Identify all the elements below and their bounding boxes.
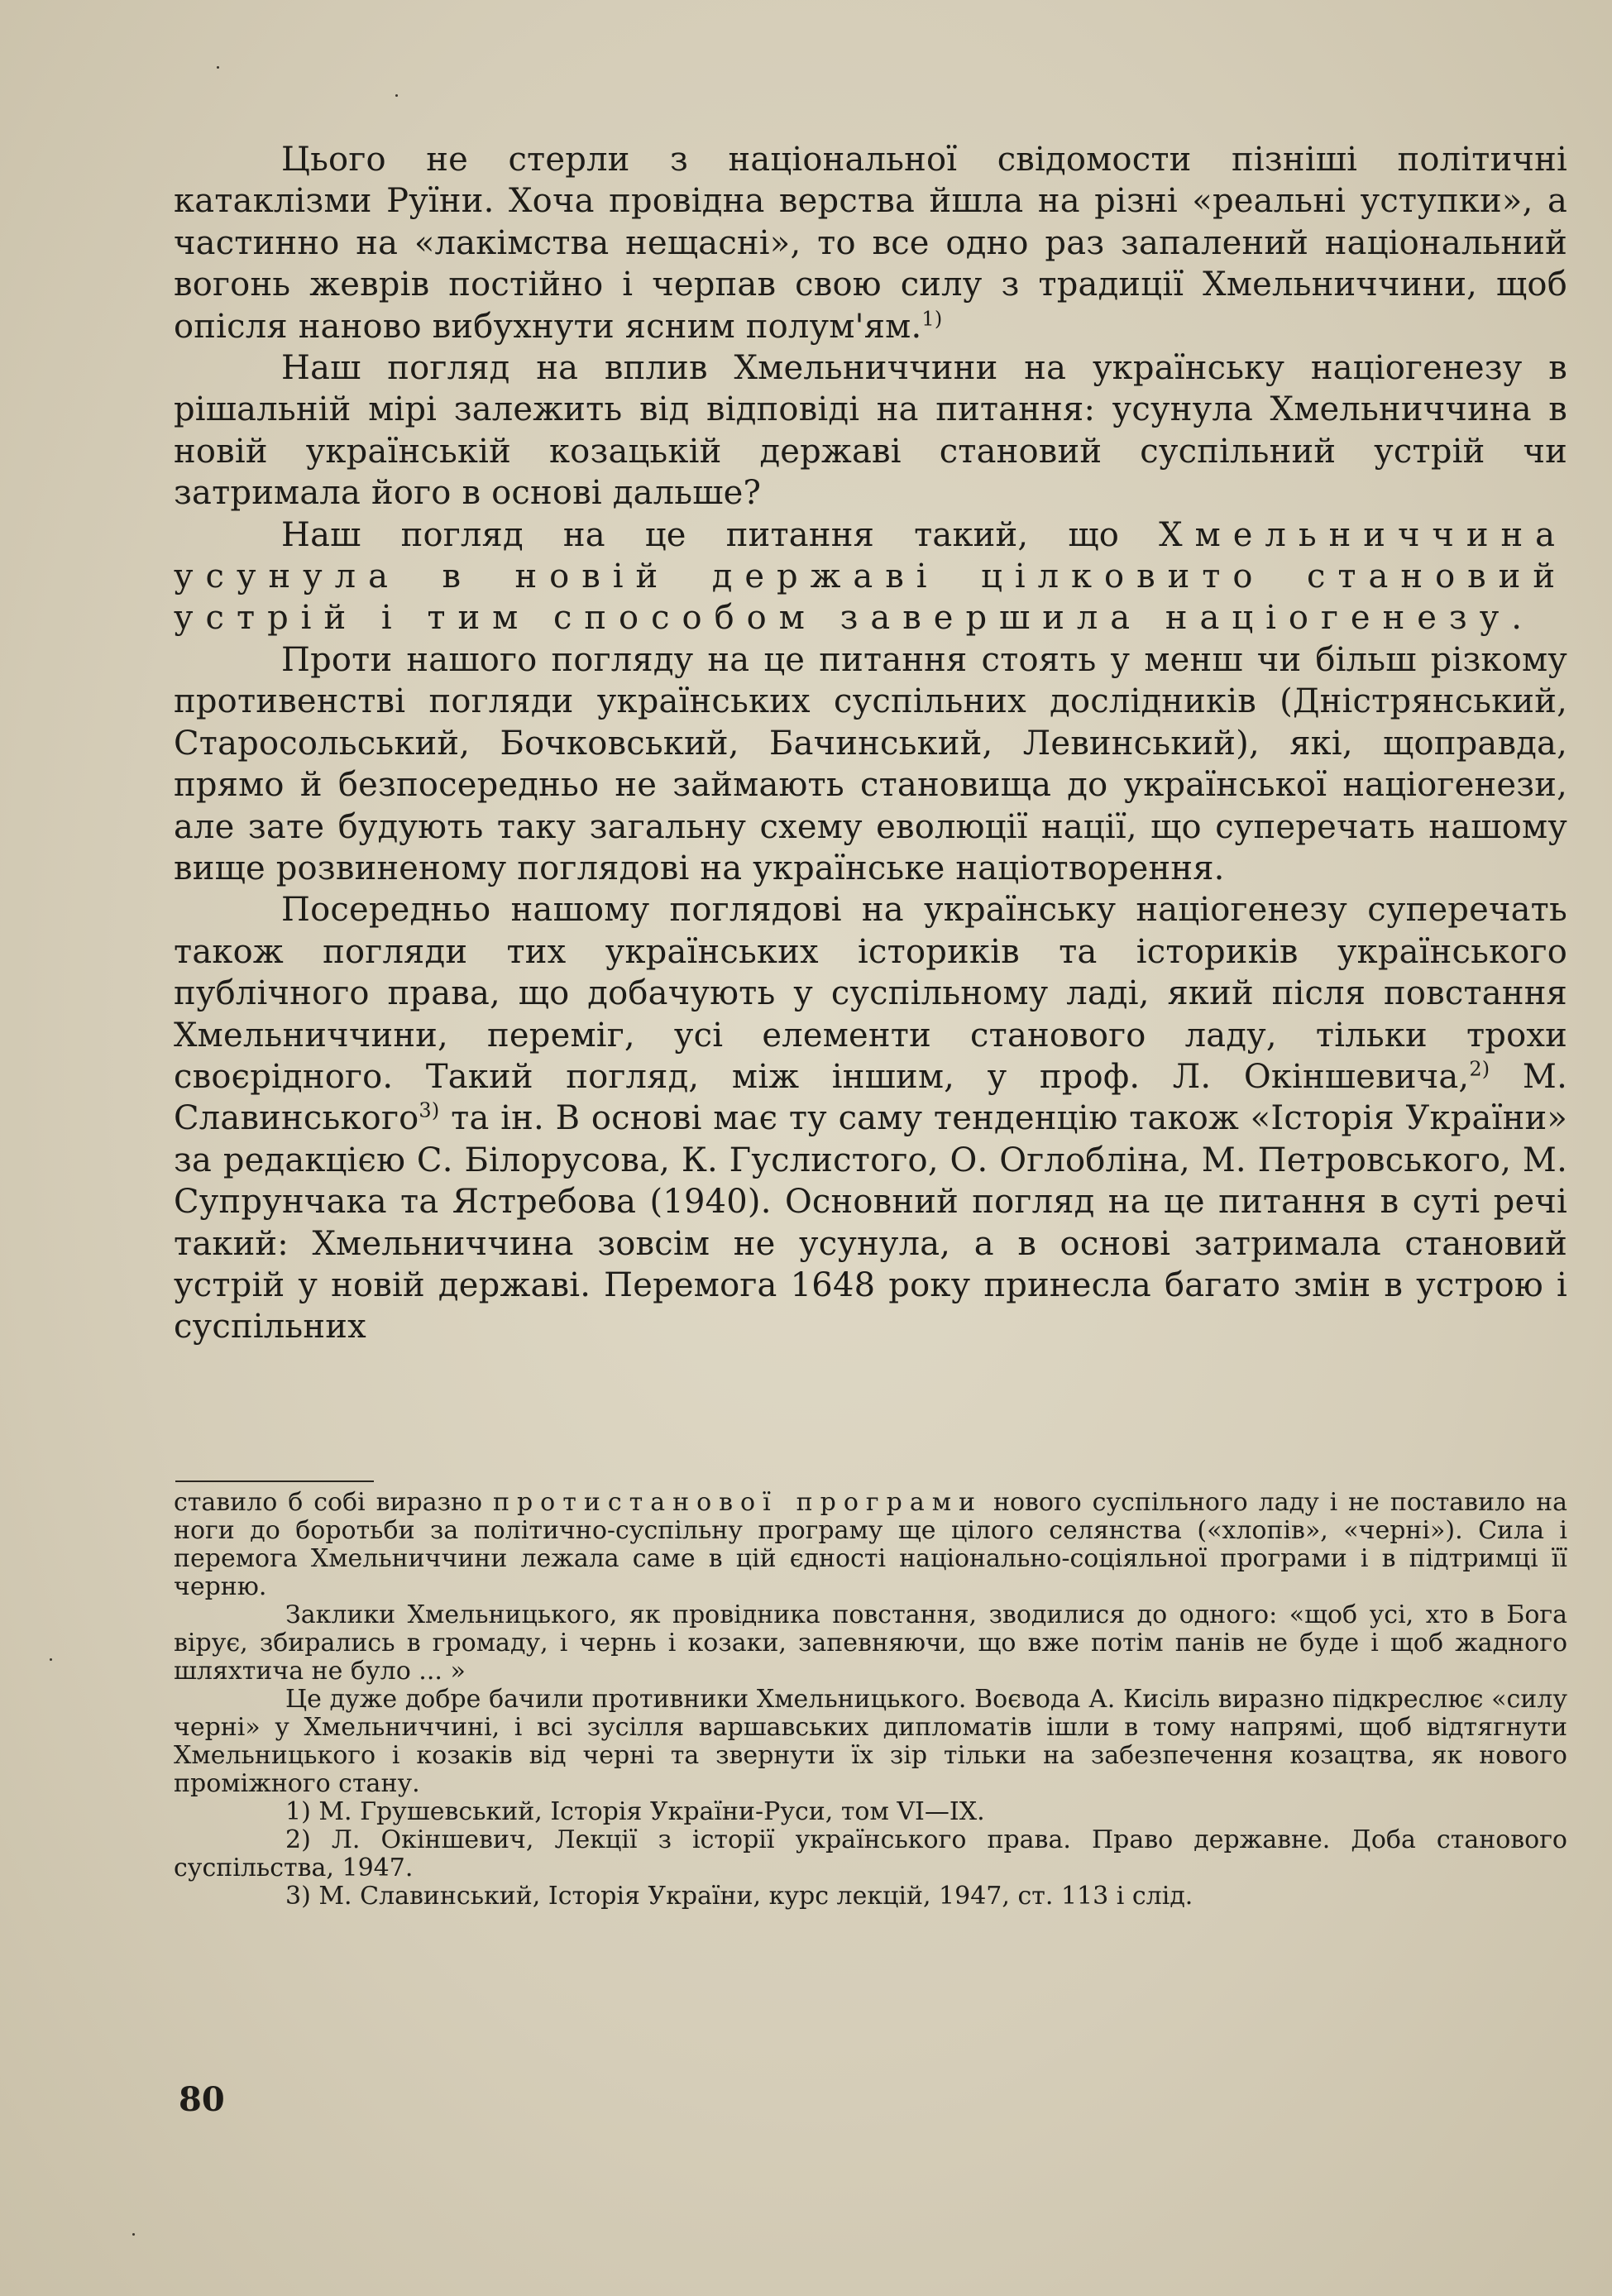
footnote-continuation-a: ставило б собі виразно [174,1488,493,1517]
footnote-paragraph-3: Це дуже добре бачили противники Хмельницького. Воєвода А. Кисіль виразно підкреслює «силу черні» у Хмельниччині, і всі зусілля варшавських дипломатів ішли в тому напрямі, щоб відтягнути Хмельницького і козаків від черні та звернути їх зір тільки на забезпечення козацтва, як нового проміжного стану. [174,1685,1567,1798]
paragraph-1-text: Цього не стерли з національної свідомости пізніші політичні катаклізми Руїни. Хоча провідна верства йшла на різні «реальні уступки», а частинно на «лакімства нещасні», то все одно раз запалений національний вогонь жеврів постійно і черпав свою силу з традиції Хмельниччини, щоб опісля наново вибухнути ясним полум'ям. [174,141,1567,346]
footnote-separator [175,1480,374,1482]
footnote-3: 3) М. Славинський, Історія України, курс лекцій, 1947, ст. 113 і слід. [285,1882,1193,1911]
footnote-continuation-b: нового суспільного ладу і не поставило на ноги до боротьби за політично-суспільну програму ще цілого селянства («хлопів», «черні»). Сила і перемога Хмельниччини лежала саме в цій єдності національно-соціяльної програми і в підтримці її черню. [174,1488,1567,1601]
paragraph-5-part-a: Посередньо нашому поглядові на українську націогенезу суперечать також погляди тих українських істориків та істориків українського публічного права, що добачують у суспільному ладі, який після повстання Хмельниччини, переміг, усі елементи станового ладу, тільки трохи своєрідного. Такий погляд, між іншим, у проф. Л. Окіншевича, [174,891,1567,1096]
paragraph-2: Наш погляд на вплив Хмельниччини на українську націогенезу в рішальній мірі залежить від відповіді на питання: усунула Хмельниччина в новій українській козацькій державі становий суспільний устрій чи затримала його в основі дальше? [174,349,1567,513]
main-text [174,139,1567,1348]
paragraph-5-part-c: та ін. В основі має ту саму тенденцію також «Історія України» за редакцією С. Білорусова, К. Гуслистого, О. Оглобліна, М. Петровського, М. Супрунчака та Ястребова (1940). Основний погляд на це питання в суті речі такий: Хмельниччина зовсім не усунула, а в основі затримала становий устрій у новій державі. Перемога 1648 року принесла багато змін в устрою і суспільних [174,1099,1567,1347]
footnote-paragraph-2: Заклики Хмельницького, як провідника повстання, зводилися до одного: «щоб усі, хто в Бога вірує, збирались в громаду, і чернь і козаки, запевняючи, що вже потім панів не буде і щоб жадного шляхтича не було ... » [174,1600,1567,1686]
page-number: 80 [179,2080,225,2119]
footnotes [174,1489,1567,1911]
footnote-2: 2) Л. Окіншевич, Лекції з історії українського права. Право державне. Доба станового суспільства, 1947. [174,1825,1567,1882]
paragraph-5-part-b: М. Славинського [174,1057,1567,1138]
paper-speck [217,66,219,69]
paragraph-3-lead: Наш погляд на це питання такий, що [281,515,1160,554]
paper-speck [395,94,398,97]
paragraph-1 [174,139,1567,347]
footnote-ref-1: 1) [921,307,943,331]
footnote-1: 1) М. Грушевський, Історія України-Руси, том VI—IX. [285,1797,985,1826]
paragraph-4: Проти нашого погляду на це питання стоять у менш чи більш різкому противенстві погляди українських суспільних дослідників (Дністрянський, Старосольський, Бочковський, Бачинський, Левинський), які, щоправда, прямо й безпосередньо не займають становища до української націогенези, але зате будують таку загальну схему еволюції нації, що суперечать нашому вище розвиненому поглядові на українське націотворення. [174,640,1567,887]
paper-speck [50,1658,52,1661]
paragraph-3-emphasis: Хмельниччина усунула в новій державі цілковито становий устрій і тим способом завершила націогенезу [174,515,1567,638]
footnote-ref-3: 3) [419,1099,440,1123]
paragraph-3 [174,514,1567,639]
paragraph-3-end: . [1511,599,1523,638]
footnote-ref-2: 2) [1469,1057,1490,1081]
footnote-continuation-spaced: протистанової програми [492,1488,983,1517]
footnote-continuation [174,1489,1567,1601]
paragraph-5 [174,889,1567,1347]
paper-speck [132,2233,135,2236]
